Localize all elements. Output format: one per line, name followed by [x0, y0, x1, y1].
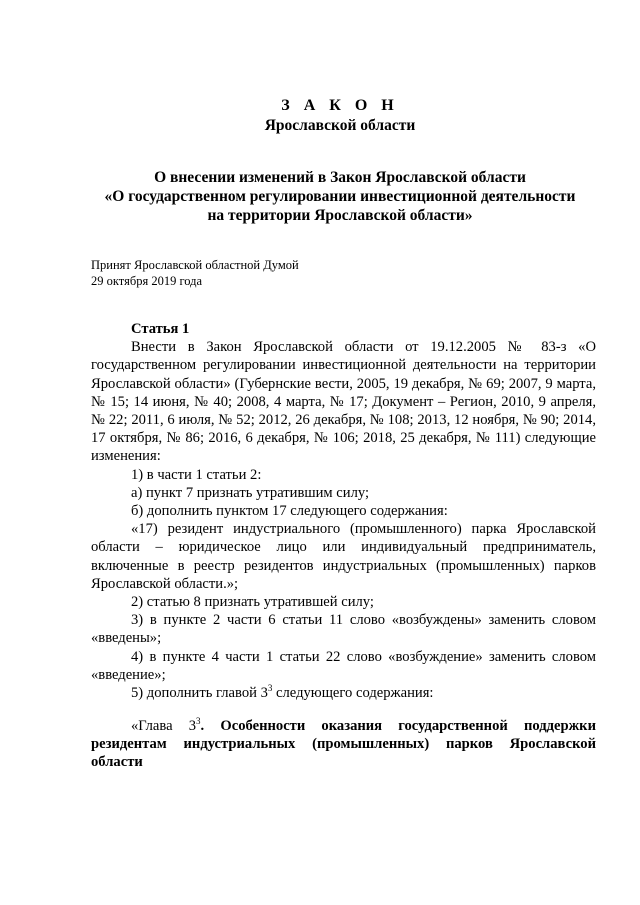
adoption-date: 29 октября 2019 года: [91, 274, 203, 288]
amendment-subitem: б) дополнить пунктом 17 следующего содержания:: [131, 503, 448, 520]
chapter-title: Особенности оказания государственной поддержки резидентам индустриальных (промышленных) парков Ярославской области: [91, 717, 596, 771]
adoption-info: [91, 257, 299, 289]
amendment-item: 4) в пункте 4 части 1 статьи 22 слово «возбуждение» заменить словом «введение»;: [91, 648, 596, 683]
amendment-subitem: а) пункт 7 признать утратившим силу;: [131, 484, 370, 501]
chapter-label: «Глава 3: [131, 717, 197, 734]
law-title-line: О внесении изменений в Закон Ярославской области: [154, 169, 526, 186]
law-title: [70, 168, 610, 225]
chapter-heading: [91, 717, 596, 772]
law-title-line: «О государственном регулировании инвестиционной деятельности: [104, 188, 576, 205]
law-title-line: на территории Ярославской области»: [207, 207, 473, 224]
superscript: 3: [196, 715, 201, 726]
amendment-item: [91, 684, 596, 702]
law-heading: З А К О Н: [281, 97, 399, 114]
amendment-item: 2) статью 8 признать утратившей силу;: [131, 594, 374, 611]
amendment-item-text: следующего содержания:: [272, 685, 434, 702]
adoption-body: Принят Ярославской областной Думой: [91, 258, 299, 272]
article-body: [91, 320, 596, 786]
amendment-item-text: 5) дополнить главой 3: [131, 685, 268, 702]
amendment-item: 1) в части 1 статьи 2:: [131, 466, 262, 483]
amendment-item: 3) в пункте 2 части 6 статьи 11 слово «возбуждены» заменить словом «введены»;: [91, 612, 596, 647]
article-heading: Статья 1: [131, 321, 190, 337]
chapter-dot: .: [200, 717, 221, 734]
amendment-quote: «17) резидент индустриального (промышленного) парка Ярославской области – юридическое лицо или индивидуальный предприниматель, включенные в реестр резидентов индустриальных (промышленных) парков Ярославской области.»;: [91, 521, 596, 592]
law-region: Ярославской области: [264, 117, 416, 134]
article-intro: Внести в Закон Ярославской области от 19.12.2005 № 83-з «О государственном регулировании инвестиционной деятельности на территории Ярославской области» (Губернские вести, 2005, 19 декабря, № 69; 2007, 9 марта, № 15; 14 июня, № 40; 2008, 4 марта, № 17; Документ – Регион, 2010, 9 апреля, № 22; 2011, 6 июля, № 52; 2012, 26 декабря, № 108; 2013, 12 ноября, № 90; 2014, 17 октября, № 86; 2016, 6 декабря, № 106; 2018, 25 декабря, № 111) следующие изменения:: [91, 339, 596, 465]
superscript: 3: [267, 683, 273, 694]
